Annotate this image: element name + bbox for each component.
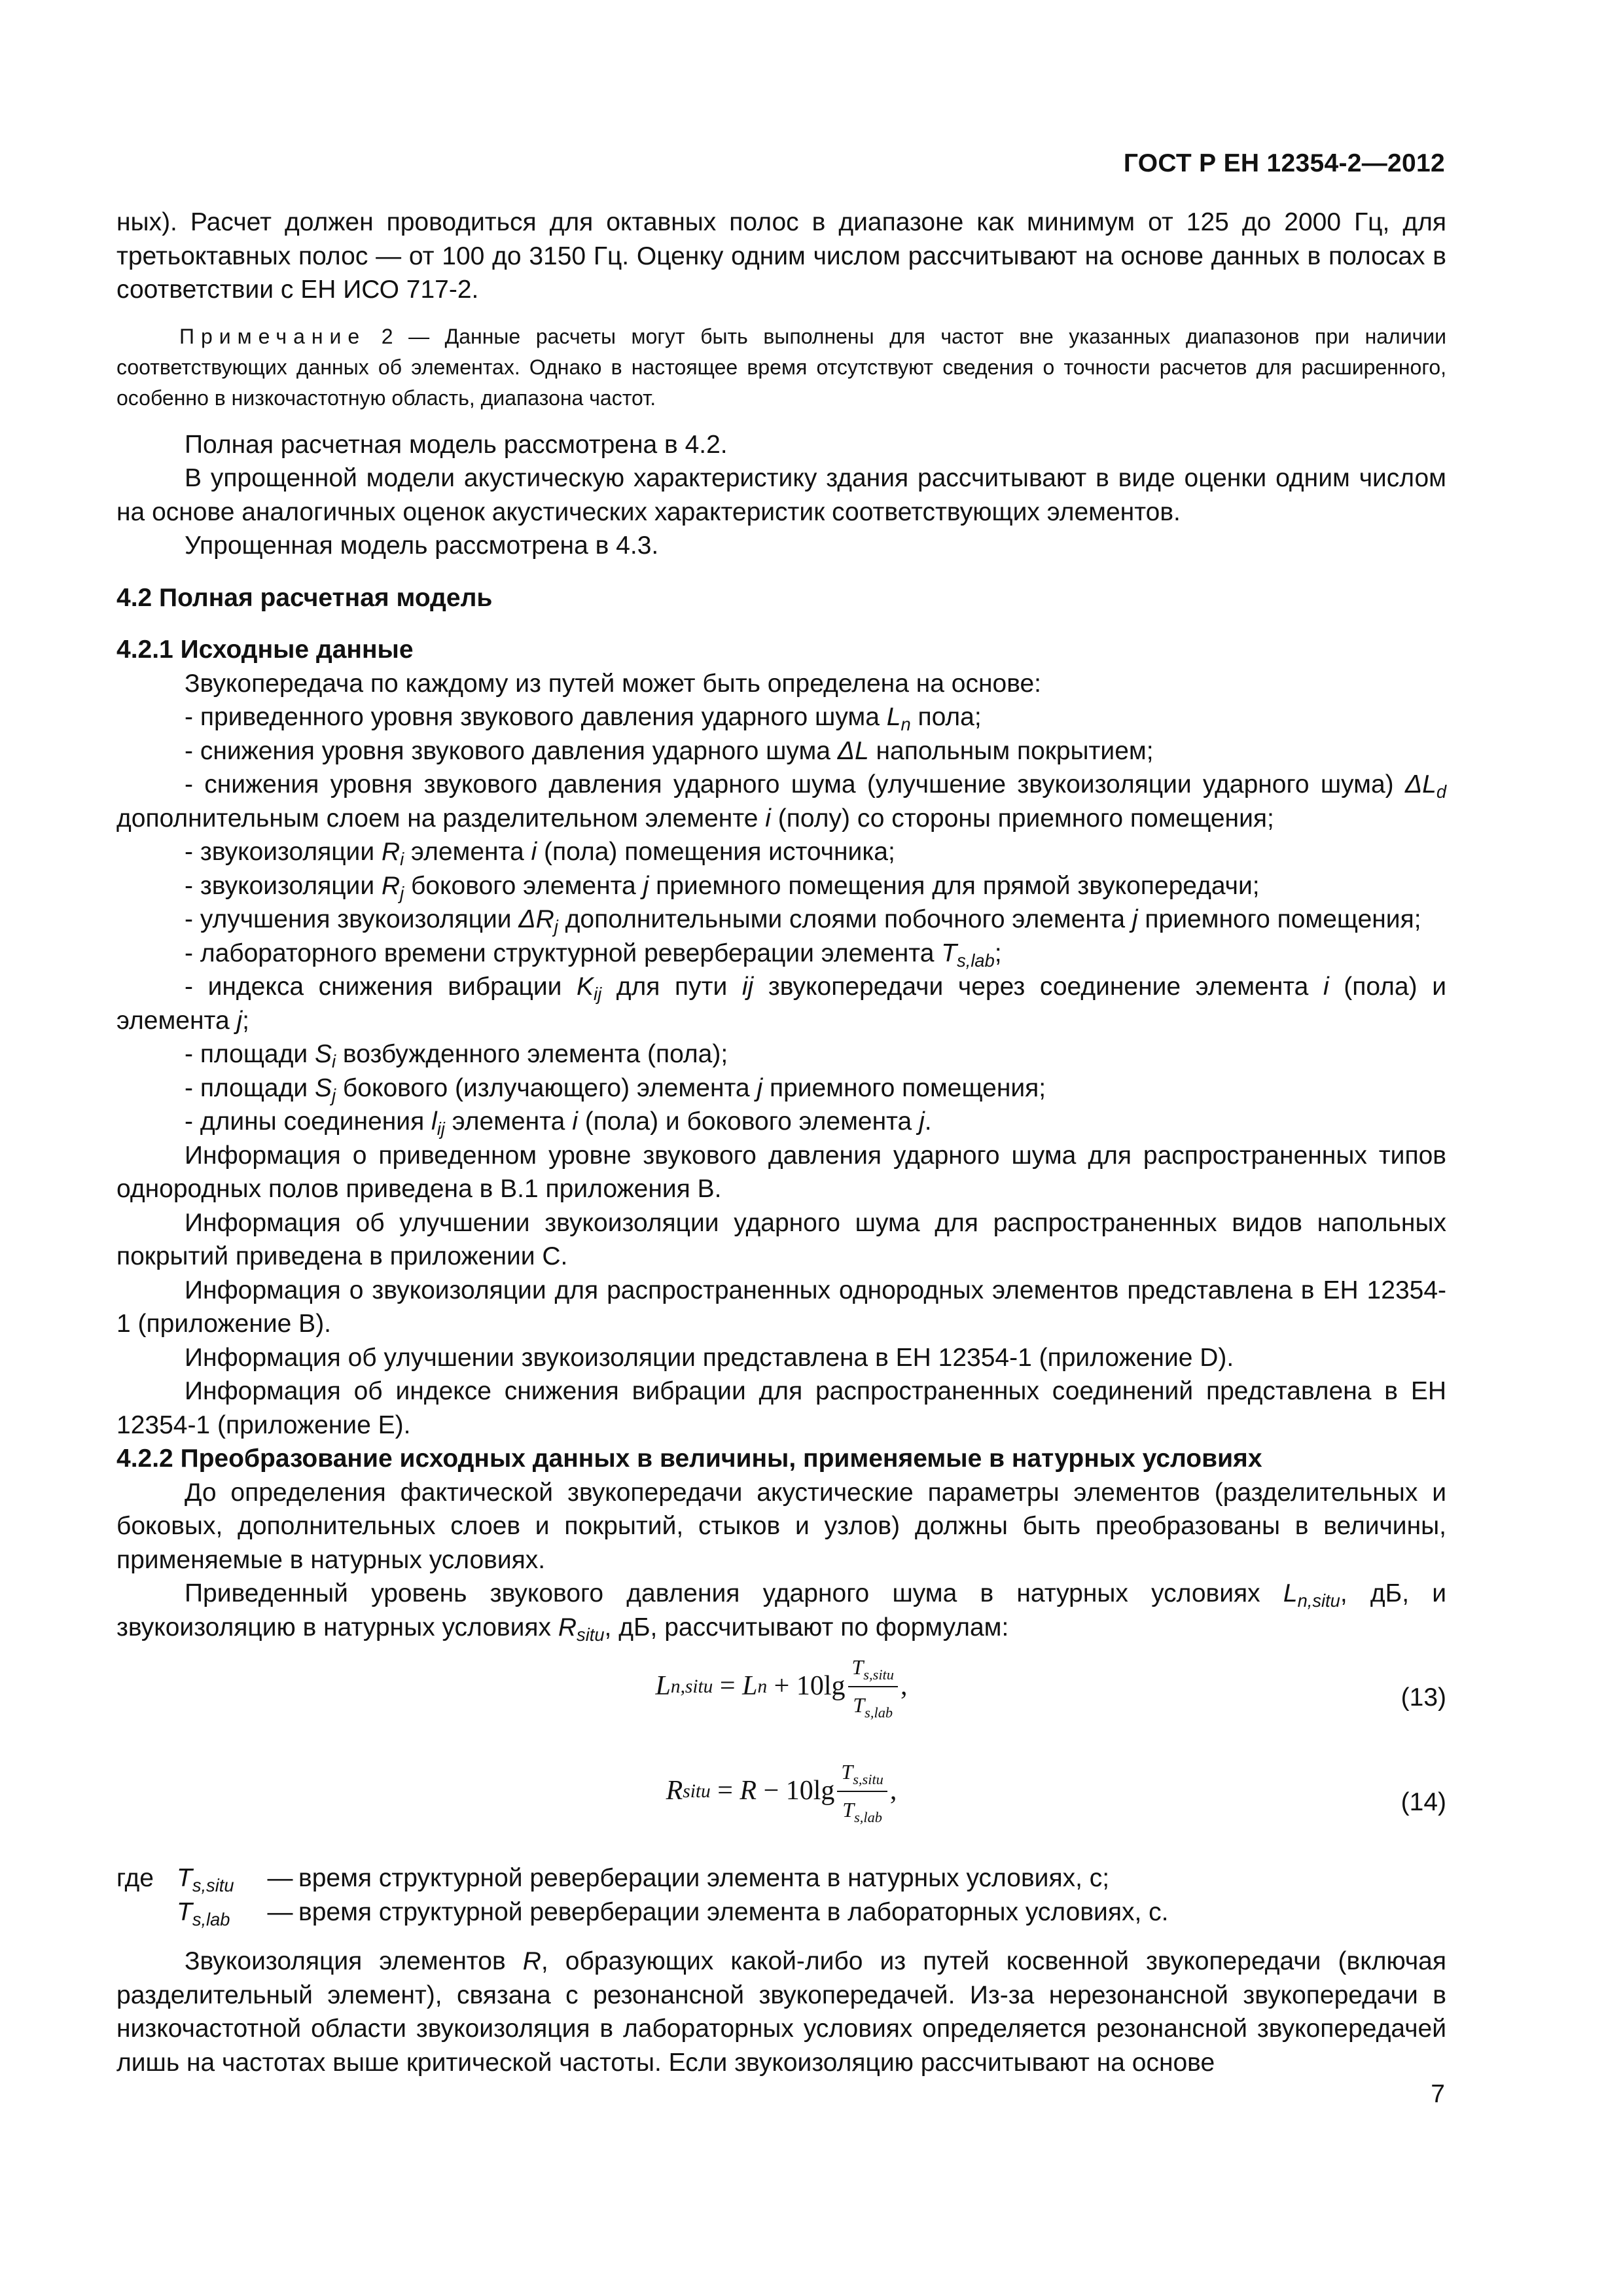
page-number: 7 xyxy=(1431,2080,1445,2108)
list-item: - приведенного уровня звукового давления ударного шума $L_n$ пола; xyxy=(185,703,982,734)
paragraph: Звукоизоляция элементов R, образующих какой-либо из путей косвенной звукопередачи (включая разделительный элемент), связана с резонансной звукопередачей. Из-за нерезонансной звукопередачи в низкочастотной области звукоизоляция в лабораторных условиях определяется резонансной звукопередачей лишь на частотах выше критической частоты. Если звукоизоляцию рассчитывают на основе xyxy=(116,1947,1446,2077)
paragraph: Информация об улучшении звукоизоляции представлена в ЕН 12354-1 (приложение D). xyxy=(185,1343,1234,1372)
note-label: Примечание xyxy=(179,324,366,348)
paragraph: Информация об улучшении звукоизоляции ударного шума для распространенных видов напольных покрытий приведена в приложении С. xyxy=(116,1208,1446,1270)
section-heading-4-2-2: 4.2.2 Преобразование исходных данных в величины, применяемые в натурных условиях xyxy=(116,1444,1262,1473)
list-item: - индекса снижения вибрации $K_{ij}$ для пути ij звукопередачи через соединение элемента i (пола) и элемента j; xyxy=(116,973,1446,1035)
where-definitions: где $T_{s,situ}$ — время структурной реверберации элемента в натурных условиях, с; $T_{s,lab}$ — время структурной реверберации элемента в лабораторных условиях, с. xyxy=(116,1861,1446,1929)
fraction: $\frac{T_{s,situ}}{T_{s,lab}}$ xyxy=(837,1755,887,1827)
paragraph: Полная расчетная модель рассмотрена в 4.2. xyxy=(185,430,728,459)
where-word: где xyxy=(116,1864,154,1892)
equation-number: (14) xyxy=(1400,1788,1446,1816)
list-item: - снижения уровня звукового давления ударного шума ΔL напольным покрытием; xyxy=(185,736,1154,765)
formula-13: L n,situ = L n + 10lg $\frac{T_{s,situ}}{T_{s,lab}}$ , (13) xyxy=(116,1651,1446,1749)
list-item: - улучшения звукоизоляции $\Delta R_j$ дополнительными слоями побочного элемента j приемного помещения; xyxy=(185,905,1421,937)
list-item: - длины соединения $l_{ij}$ элемента i (пола) и бокового элемента j. xyxy=(185,1107,932,1139)
list-item: - звукоизоляции $R_i$ элемента i (пола) помещения источника; xyxy=(185,838,895,869)
page-body xyxy=(116,206,1446,2079)
paragraph: Звукопередача по каждому из путей может быть определена на основе: xyxy=(185,669,1042,698)
equation-number: (13) xyxy=(1400,1683,1446,1712)
section-heading-4-2-1: 4.2.1 Исходные данные xyxy=(116,636,414,664)
paragraph: До определения фактической звукопередачи акустические параметры элементов (разделительных и боковых, дополнительных слоев и покрытий, стыков и узлов) должны быть преобразованы в величины, применяемые в натурных условиях. xyxy=(116,1478,1446,1574)
fraction: $\frac{T_{s,situ}}{T_{s,lab}}$ xyxy=(848,1651,898,1722)
list-item: - площади $S_i$ возбужденного элемента (пола); xyxy=(185,1040,728,1071)
paragraph: Информация о приведенном уровне звукового давления ударного шума для распространенных типов однородных полов приведена в В.1 приложения В. xyxy=(116,1141,1446,1203)
paragraph-continued: ных). Расчет должен проводиться для октавных полос в диапазоне как минимум от 125 до 2000 Гц, для третьоктавных полос — от 100 до 3150 Гц. Оценку одним числом рассчитывают на основе данных в полосах в соответствии с ЕН ИСО 717-2. xyxy=(116,208,1446,304)
note-text: 2 — Данные расчеты могут быть выполнены для частот вне указанных диапазонов при наличии соответствующих данных об элементах. Однако в настоящее время отсутствуют сведения о точности расчетов для расширенного, особенно в низкочастотную область, диапазона частот. xyxy=(116,324,1446,410)
list-item: - площади $S_j$ бокового (излучающего) элемента j приемного помещения; xyxy=(185,1073,1046,1105)
paragraph: В упрощенной модели акустическую характеристику здания рассчитывают в виде оценки одним числом на основе аналогичных оценок акустических характеристик соответствующих элементов. xyxy=(116,464,1446,526)
list-item: - звукоизоляции $R_j$ бокового элемента j приемного помещения для прямой звукопередачи; xyxy=(185,871,1260,903)
paragraph: Приведенный уровень звукового давления ударного шума в натурных условиях $L_{n,situ}$, дБ, и звукоизоляцию в натурных условиях $R_{situ}$, дБ, рассчитывают по формулам: xyxy=(116,1579,1447,1645)
list-item: - снижения уровня звукового давления ударного шума (улучшение звукоизоляции ударного шума) $\Delta L_d$ дополнительным слоем на разделительном элементе i (полу) со стороны приемного помещения; xyxy=(116,770,1446,833)
section-heading-4-2: 4.2 Полная расчетная модель xyxy=(116,583,493,612)
list-item: - лабораторного времени структурной реверберации элемента $T_{s,lab}$; xyxy=(185,939,1002,971)
definition: время структурной реверберации элемента в натурных условиях, с; xyxy=(298,1864,1110,1892)
paragraph: Информация о звукоизоляции для распространенных однородных элементов представлена в ЕН 12354-1 (приложение В). xyxy=(116,1276,1446,1338)
formula-14: R situ = R − 10lg $\frac{T_{s,situ}}{T_{s,lab}}$ , (14) xyxy=(116,1755,1446,1854)
standard-designation: ГОСТ Р ЕН 12354-2—2012 xyxy=(1123,149,1445,177)
paragraph: Упрощенная модель рассмотрена в 4.3. xyxy=(185,531,659,560)
paragraph: Информация об индексе снижения вибрации для распространенных соединений представлена в ЕН 12354-1 (приложение Е). xyxy=(116,1377,1446,1439)
definition: время структурной реверберации элемента в лабораторных условиях, с. xyxy=(298,1897,1169,1926)
note-2 xyxy=(116,321,1446,414)
